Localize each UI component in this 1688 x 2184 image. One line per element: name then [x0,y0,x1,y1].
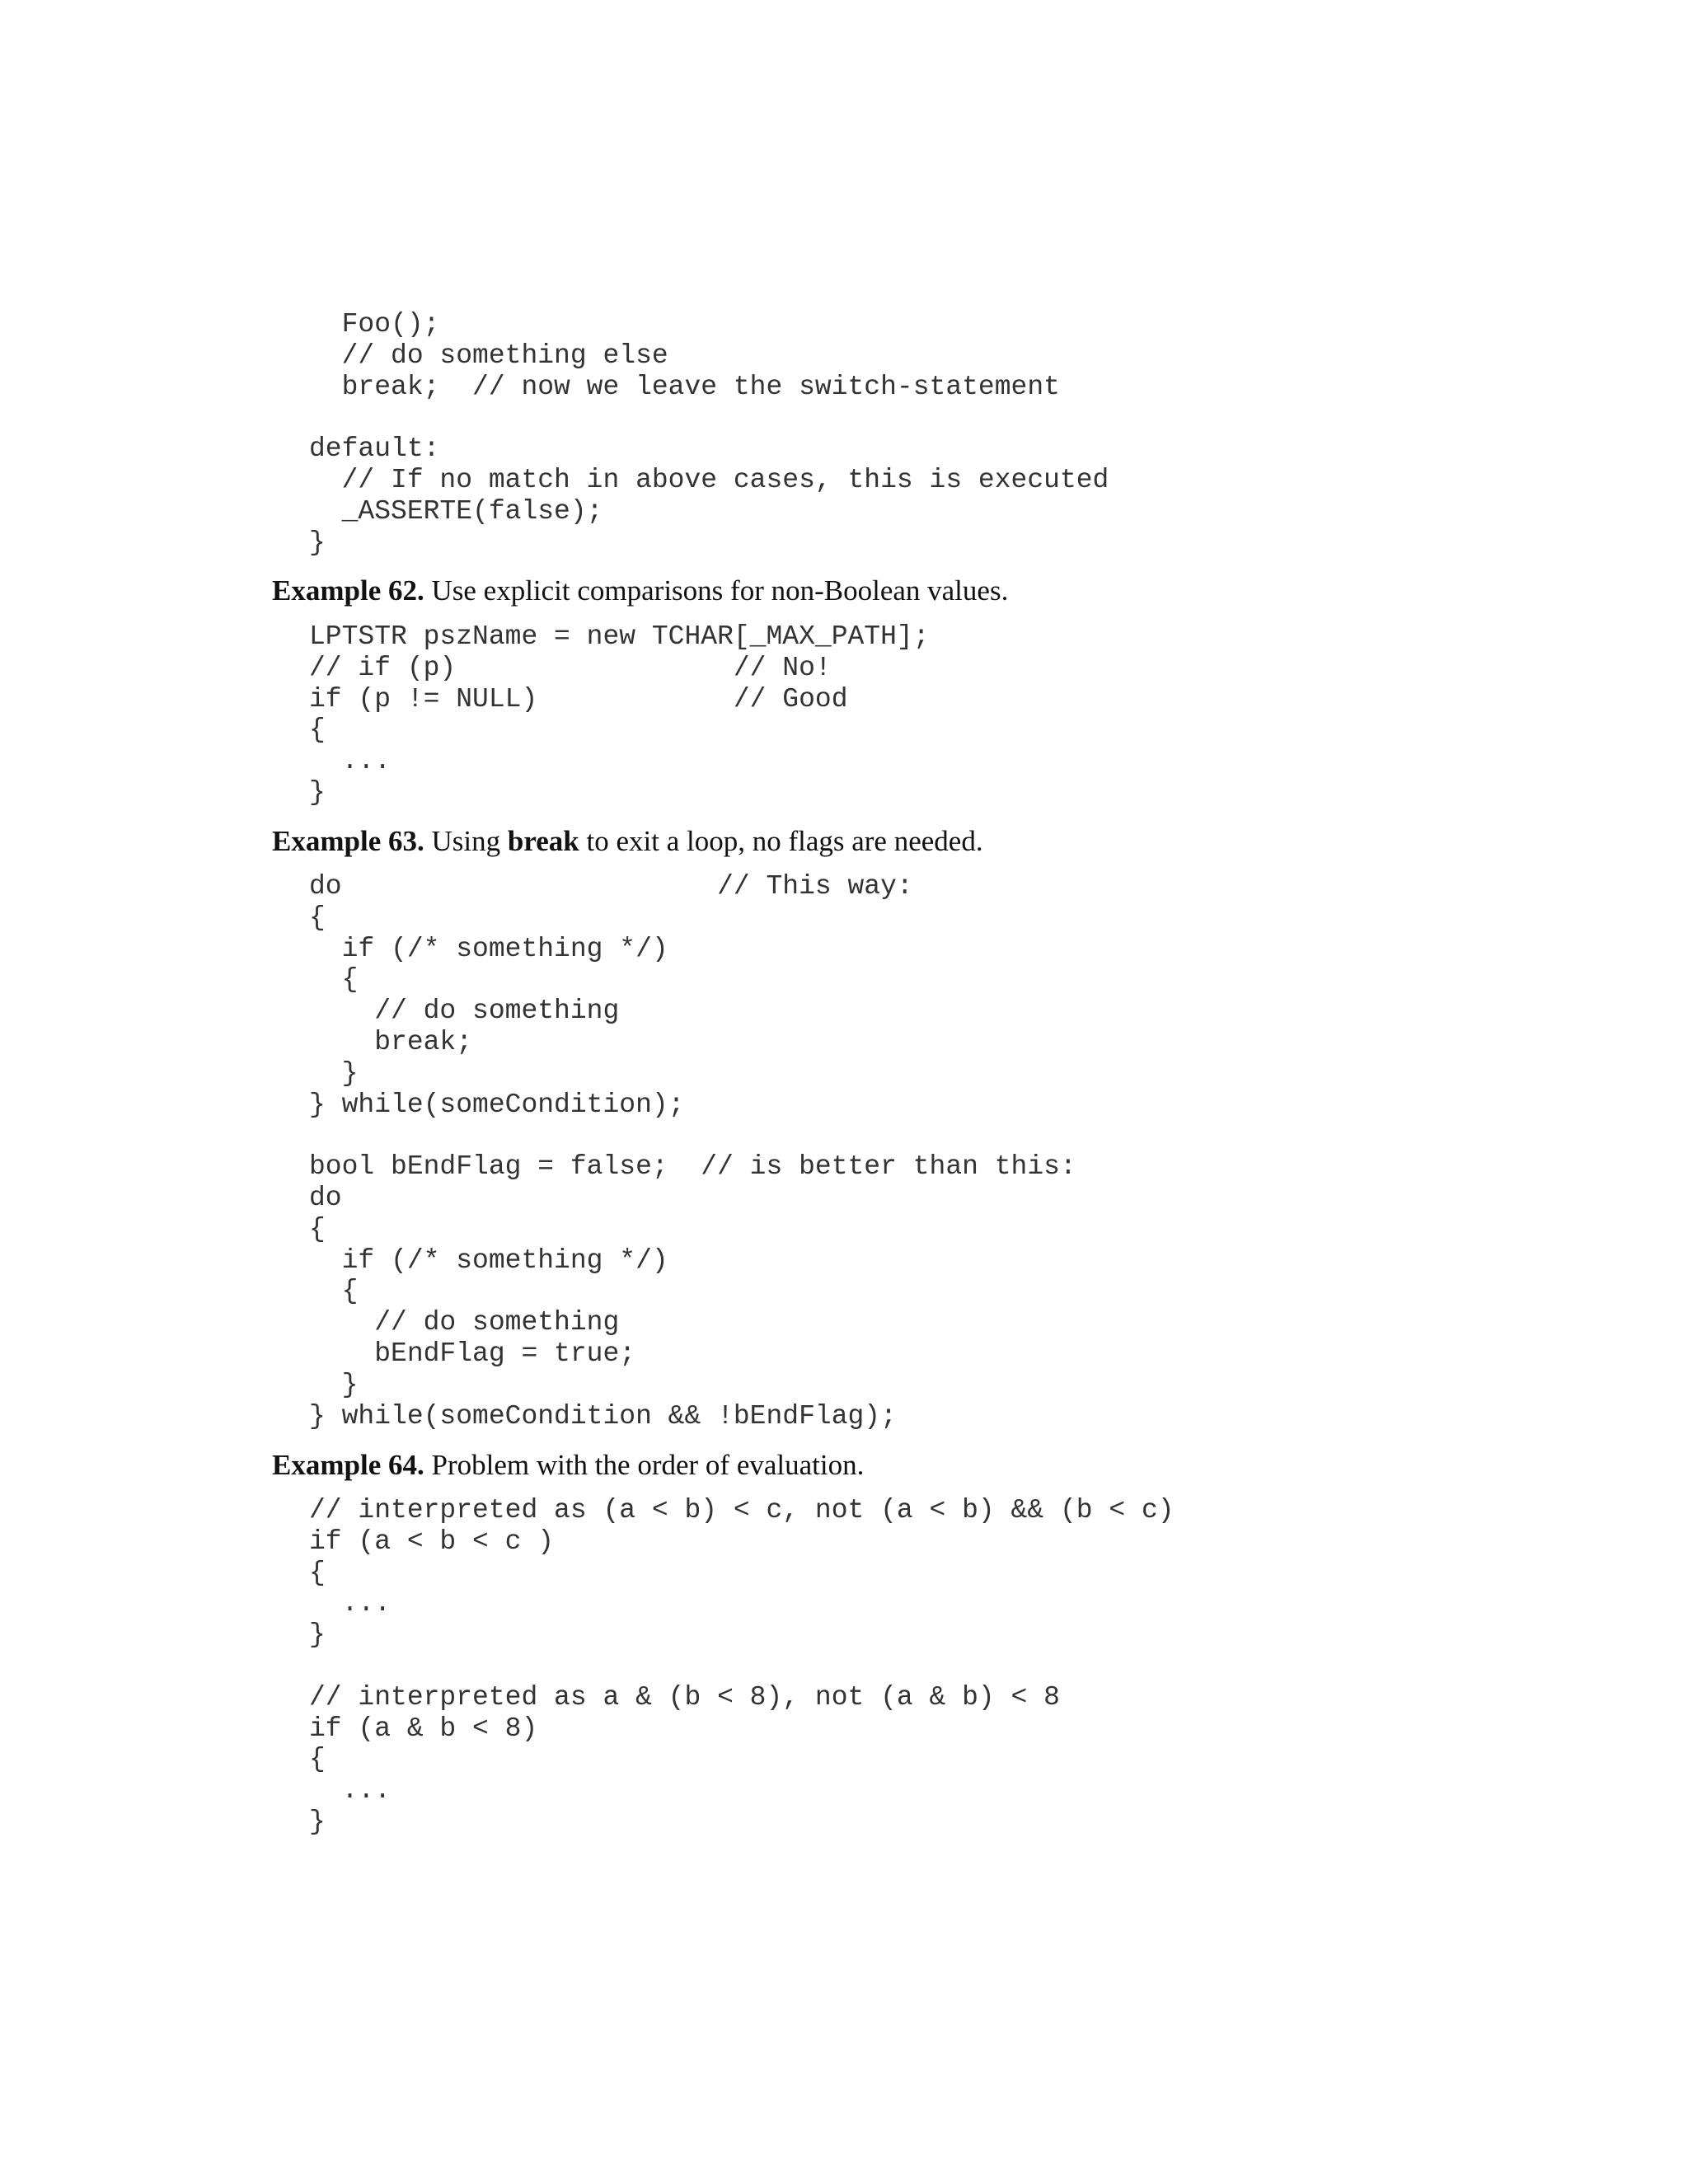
code-line: // If no match in above cases, this is executed [309,464,1109,495]
code-line: { [309,715,326,746]
code-line: } [309,1369,359,1400]
code-line: { [309,1276,359,1307]
code-line: // do something else [309,340,668,371]
code-line: if (a & b < 8) [309,1713,538,1744]
code-line: if (p != NULL) // Good [309,683,848,715]
code-line: LPTSTR pszName = new TCHAR[_MAX_PATH]; [309,621,930,652]
code-line: { [309,902,326,933]
code-line [309,1651,1175,1682]
caption-text: Use explicit comparisons for non-Boolean values. [424,574,1009,607]
code-block-example-63 [309,871,1076,1432]
code-line: default: [309,434,440,465]
code-line: // do something [309,1307,620,1338]
example-63-caption [272,824,983,859]
example-label: Example 63. [272,825,424,857]
example-label: Example 62. [272,574,424,607]
code-line: { [309,1557,326,1588]
example-64-caption [272,1448,864,1483]
code-line: _ASSERTE(false); [309,495,603,527]
caption-text: Using [424,825,508,857]
code-line: { [309,1213,326,1244]
code-line: } [309,776,326,808]
code-line [309,402,1109,434]
code-line: bool bEndFlag = false; // is better than this: [309,1151,1076,1183]
code-block-switch-end [309,309,1109,558]
code-line: ... [309,1588,392,1619]
code-line: // do something [309,996,620,1027]
code-line: { [309,964,359,996]
code-line: // if (p) // No! [309,652,832,683]
code-line: break; // now we leave the switch-statement [309,371,1060,402]
code-line: bEndFlag = true; [309,1338,636,1369]
code-line: } [309,527,326,558]
code-line: } while(someCondition); [309,1089,685,1120]
example-62-caption [272,574,1008,608]
code-line: { [309,1744,326,1775]
caption-text: to exit a loop, no flags are needed. [579,825,983,857]
code-line: ... [309,746,392,777]
code-block-example-62 [309,621,930,808]
code-line: ... [309,1775,392,1807]
code-line: // interpreted as a & (b < 8), not (a & b) < 8 [309,1681,1060,1713]
code-line: do [309,1182,342,1213]
code-line: if (/* something */) [309,1244,668,1276]
code-line [309,1120,1076,1151]
code-line: do // This way: [309,871,913,902]
example-label: Example 64. [272,1449,424,1481]
code-line: } [309,1619,326,1651]
code-line: if (/* something */) [309,933,668,964]
code-line: } while(someCondition && !bEndFlag); [309,1400,897,1432]
code-line: Foo(); [309,309,440,340]
code-line: } [309,1806,326,1837]
caption-keyword: break [507,825,579,857]
code-line: } [309,1057,359,1089]
code-block-example-64 [309,1495,1175,1838]
code-line: // interpreted as (a < b) < c, not (a < b) && (b < c) [309,1495,1175,1526]
code-line: if (a < b < c ) [309,1526,555,1557]
code-line: break; [309,1026,473,1057]
caption-text: Problem with the order of evaluation. [424,1449,865,1481]
